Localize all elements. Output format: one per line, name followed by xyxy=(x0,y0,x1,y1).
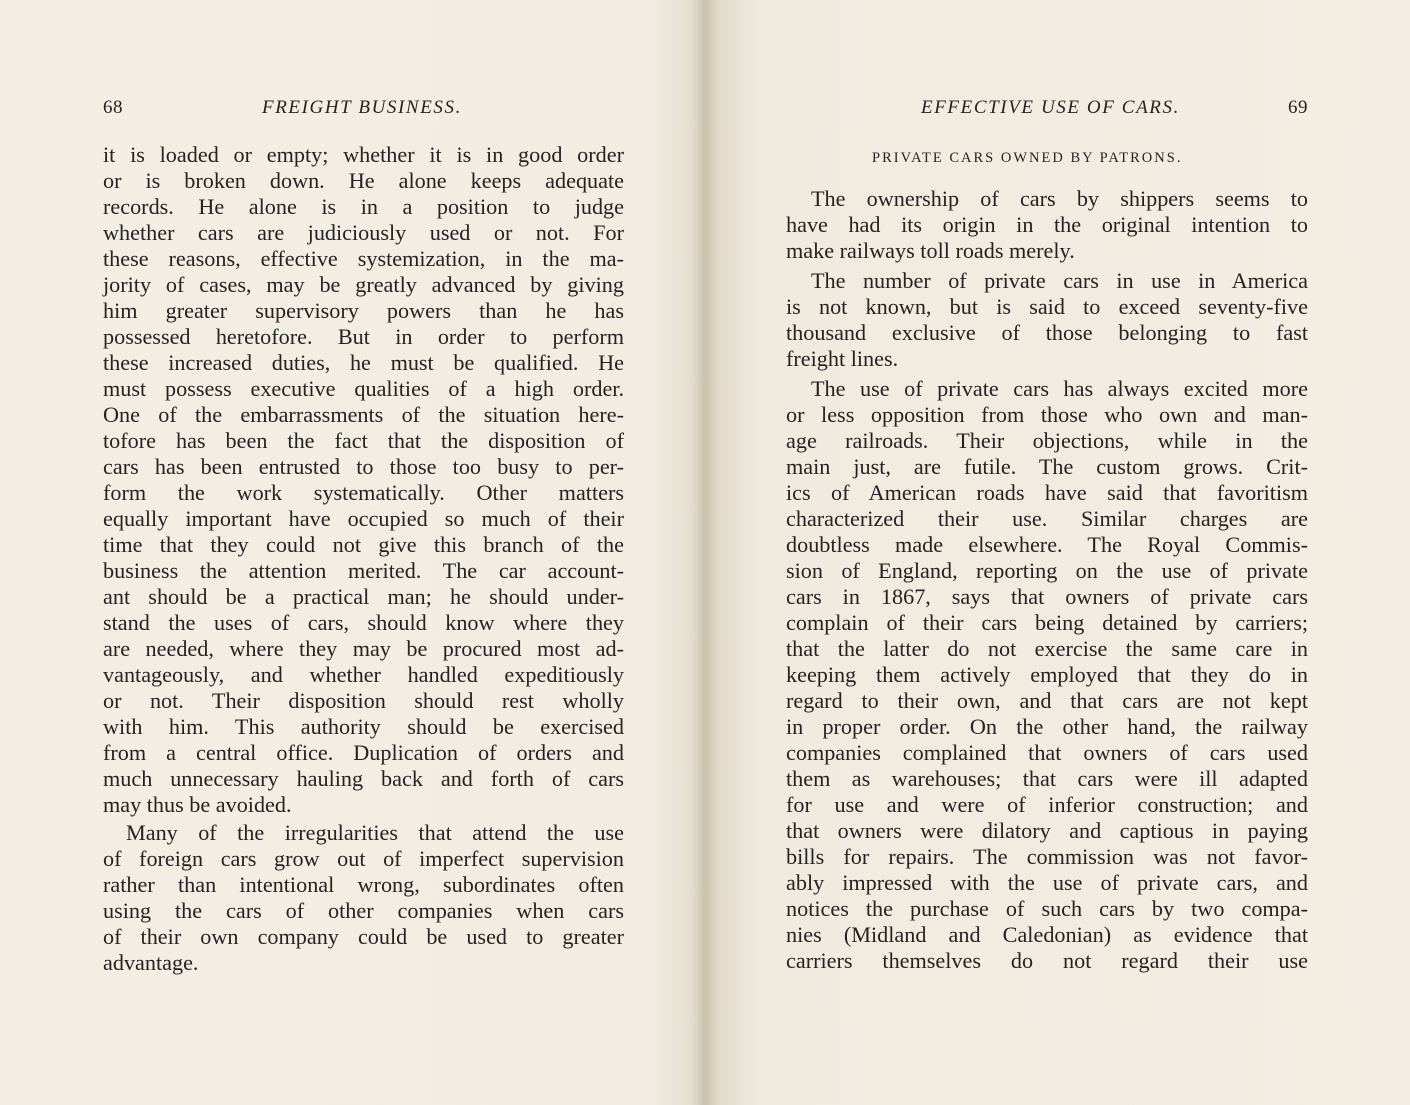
right-line-20: regard to their own, and that cars are not kept xyxy=(786,688,1308,713)
left-line-12: tofore has been the fact that the disposition of xyxy=(103,428,624,453)
left-line-26: may thus be avoided. xyxy=(103,792,292,817)
left-page-number: 68 xyxy=(103,97,123,118)
left-line-8: possessed heretofore. But in order to perform xyxy=(103,324,624,349)
left-line-2: or is broken down. He alone keeps adequate xyxy=(103,168,624,193)
right-line-26: bills for repairs. The commission was not favor- xyxy=(786,844,1308,869)
left-line-32: advantage. xyxy=(103,950,199,975)
right-line-4: The number of private cars in use in America xyxy=(811,268,1308,293)
left-line-18: ant should be a practical man; he should under- xyxy=(103,584,624,609)
left-line-4: whether cars are judiciously used or not. For xyxy=(103,220,624,245)
right-line-2: have had its origin in the original intention to xyxy=(786,212,1308,237)
right-line-17: complain of their cars being detained by carriers; xyxy=(786,610,1308,635)
right-line-5: is not known, but is said to exceed seventy-five xyxy=(786,294,1308,319)
right-line-15: sion of England, reporting on the use of private xyxy=(786,558,1308,583)
right-line-27: ably impressed with the use of private cars, and xyxy=(786,870,1308,895)
right-line-3: make railways toll roads merely. xyxy=(786,238,1075,263)
left-line-23: with him. This authority should be exercised xyxy=(103,714,624,739)
left-line-9: these increased duties, he must be qualified. He xyxy=(103,350,624,375)
right-line-16: cars in 1867, says that owners of private cars xyxy=(786,584,1308,609)
right-line-1: The ownership of cars by shippers seems to xyxy=(811,186,1308,211)
left-line-7: him greater supervisory powers than he has xyxy=(103,298,624,323)
left-line-31: of their own company could be used to greater xyxy=(103,924,624,949)
left-line-13: cars has been entrusted to those too busy to per- xyxy=(103,454,624,479)
right-line-11: main just, are futile. The custom grows. Crit- xyxy=(786,454,1308,479)
right-line-6: thousand exclusive of those belonging to fast xyxy=(786,320,1308,345)
left-line-15: equally important have occupied so much of their xyxy=(103,506,624,531)
left-line-11: One of the embarrassments of the situation here- xyxy=(103,402,624,427)
left-line-1: it is loaded or empty; whether it is in good order xyxy=(103,142,624,167)
right-line-19: keeping them actively employed that they do in xyxy=(786,662,1308,687)
left-line-6: jority of cases, may be greatly advanced by giving xyxy=(103,272,624,297)
left-line-27: Many of the irregularities that attend the use xyxy=(126,820,624,845)
right-line-29: nies (Midland and Caledonian) as evidence that xyxy=(786,922,1308,947)
left-line-28: of foreign cars grow out of imperfect supervision xyxy=(103,846,624,871)
right-page-number: 69 xyxy=(1288,97,1308,118)
left-running-head: FREIGHT BUSINESS. xyxy=(262,97,462,118)
right-page xyxy=(706,0,1410,1105)
right-line-23: them as warehouses; that cars were ill adapted xyxy=(786,766,1308,791)
left-line-24: from a central office. Duplication of orders and xyxy=(103,740,624,765)
left-line-14: form the work systematically. Other matters xyxy=(103,480,624,505)
right-line-8: The use of private cars has always excited more xyxy=(811,376,1308,401)
right-line-24: for use and were of inferior construction; and xyxy=(786,792,1308,817)
right-line-28: notices the purchase of such cars by two compa- xyxy=(786,896,1308,921)
left-line-30: using the cars of other companies when cars xyxy=(103,898,624,923)
right-line-25: that owners were dilatory and captious in paying xyxy=(786,818,1308,843)
left-line-17: business the attention merited. The car account- xyxy=(103,558,624,583)
right-line-18: that the latter do not exercise the same care in xyxy=(786,636,1308,661)
right-line-9: or less opposition from those who own and man- xyxy=(786,402,1308,427)
left-line-19: stand the uses of cars, should know where they xyxy=(103,610,624,635)
right-line-21: in proper order. On the other hand, the railway xyxy=(786,714,1308,739)
left-line-25: much unnecessary hauling back and forth of cars xyxy=(103,766,624,791)
right-line-30: carriers themselves do not regard their use xyxy=(786,948,1308,973)
right-line-12: ics of American roads have said that favoritism xyxy=(786,480,1308,505)
right-line-10: age railroads. Their objections, while in the xyxy=(786,428,1308,453)
left-line-3: records. He alone is in a position to judge xyxy=(103,194,624,219)
left-line-21: vantageously, and whether handled expeditiously xyxy=(103,662,624,687)
left-line-20: are needed, where they may be procured most ad- xyxy=(103,636,624,661)
left-line-5: these reasons, effective systemization, in the ma- xyxy=(103,246,624,271)
left-line-10: must possess executive qualities of a high order. xyxy=(103,376,624,401)
right-line-22: companies complained that owners of cars used xyxy=(786,740,1308,765)
right-line-14: doubtless made elsewhere. The Royal Commis- xyxy=(786,532,1308,557)
section-heading: PRIVATE CARS OWNED BY PATRONS. xyxy=(872,150,1183,166)
right-line-7: freight lines. xyxy=(786,346,899,371)
left-line-22: or not. Their disposition should rest wholly xyxy=(103,688,624,713)
left-line-29: rather than intentional wrong, subordinates often xyxy=(103,872,624,897)
left-line-16: time that they could not give this branch of the xyxy=(103,532,624,557)
right-line-13: characterized their use. Similar charges are xyxy=(786,506,1308,531)
right-running-head: EFFECTIVE USE OF CARS. xyxy=(921,97,1180,118)
